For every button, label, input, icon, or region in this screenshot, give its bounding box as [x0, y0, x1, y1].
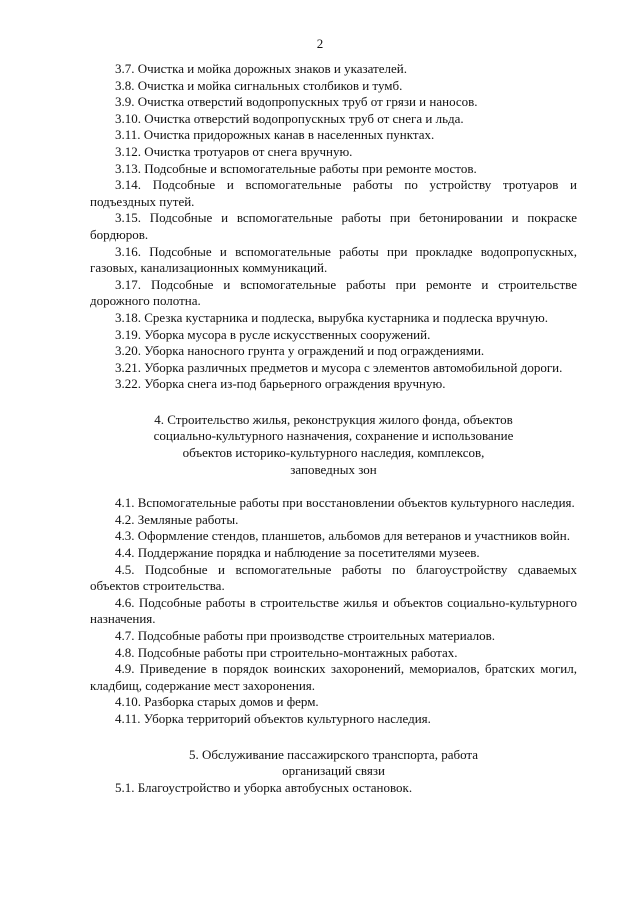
list-item: 3.16. Подсобные и вспомогательные работы при прокладке водопропускных, газовых, канализационных коммуникаций. [90, 243, 577, 276]
section-5-heading [114, 747, 554, 780]
list-item: 4.11. Уборка территорий объектов культурного наследия. [115, 710, 431, 726]
list-item: 4.8. Подсобные работы при строительно-монтажных работах. [115, 644, 458, 660]
list-item: 3.20. Уборка наносного грунта у ограждений и под ограждениями. [115, 343, 485, 359]
list-item: 3.21. Уборка различных предметов и мусора с элементов автомобильной дороги. [115, 359, 563, 375]
heading-line: организаций связи [282, 763, 385, 779]
list-item: 4.4. Поддержание порядка и наблюдение за посетителями музеев. [115, 545, 480, 561]
list-item: 3.10. Очистка отверстий водопропускных труб от снега и льда. [115, 110, 464, 126]
list-item: 3.17. Подсобные и вспомогательные работы при ремонте и строительстве дорожного полотна. [90, 276, 577, 309]
list-item: 4.1. Вспомогательные работы при восстановлении объектов культурного наследия. [115, 495, 575, 511]
heading-line: 5. Обслуживание пассажирского транспорта, работа [188, 746, 479, 762]
list-item: 4.7. Подсобные работы при производстве строительных материалов. [115, 628, 496, 643]
list-item: 4.6. Подсобные работы в строительстве жилья и объектов социально-культурного назначения. [90, 594, 577, 627]
list-item: 4.10. Разборка старых домов и ферм. [115, 694, 319, 710]
section-4-heading [114, 412, 554, 478]
page-number: 2 [316, 36, 324, 51]
list-item: 3.7. Очистка и мойка дорожных знаков и указателей. [115, 61, 407, 76]
list-item: 3.8. Очистка и мойка сигнальных столбиков и тумб. [115, 77, 403, 93]
list-item: 3.13. Подсобные и вспомогательные работы при ремонте мостов. [115, 160, 477, 176]
document-body [90, 61, 577, 796]
list-item: 3.11. Очистка придорожных канав в населенных пунктах. [115, 127, 435, 143]
list-item: 3.15. Подсобные и вспомогательные работы при бетонировании и покраске бордюров. [90, 210, 577, 242]
section-5-list [90, 780, 577, 797]
list-item: 3.12. Очистка тротуаров от снега вручную. [115, 143, 353, 159]
list-item: 4.2. Земляные работы. [115, 511, 239, 527]
list-item: 5.1. Благоустройство и уборка автобусных остановок. [115, 779, 413, 795]
heading-line: объектов историко-культурного наследия, комплексов, [182, 445, 485, 461]
heading-line: социально-культурного назначения, сохранение и использование [153, 428, 514, 444]
section-3-list [90, 61, 577, 393]
list-item: 3.18. Срезка кустарника и подлеска, вырубка кустарника и подлеска вручную. [115, 309, 548, 325]
list-item: 4.3. Оформление стендов, планшетов, альбомов для ветеранов и участников войн. [115, 528, 570, 544]
list-item: 3.9. Очистка отверстий водопропускных труб от грязи и наносов. [115, 94, 478, 110]
heading-line: 4. Строительство жилья, реконструкция жилого фонда, объектов [154, 411, 513, 427]
list-item: 3.19. Уборка мусора в русле искусственных сооружений. [115, 326, 431, 342]
heading-line: заповедных зон [290, 461, 377, 477]
list-item: 3.14. Подсобные и вспомогательные работы по устройству тротуаров и подъездных путей. [90, 177, 577, 209]
list-item: 4.9. Приведение в порядок воинских захоронений, мемориалов, братских могил, кладбищ, содержание мест захоронения. [90, 661, 577, 693]
section-4-list [90, 495, 577, 727]
list-item: 4.5. Подсобные и вспомогательные работы по благоустройству сдаваемых объектов строительства. [90, 561, 577, 594]
list-item: 3.22. Уборка снега из-под барьерного ограждения вручную. [115, 376, 446, 392]
